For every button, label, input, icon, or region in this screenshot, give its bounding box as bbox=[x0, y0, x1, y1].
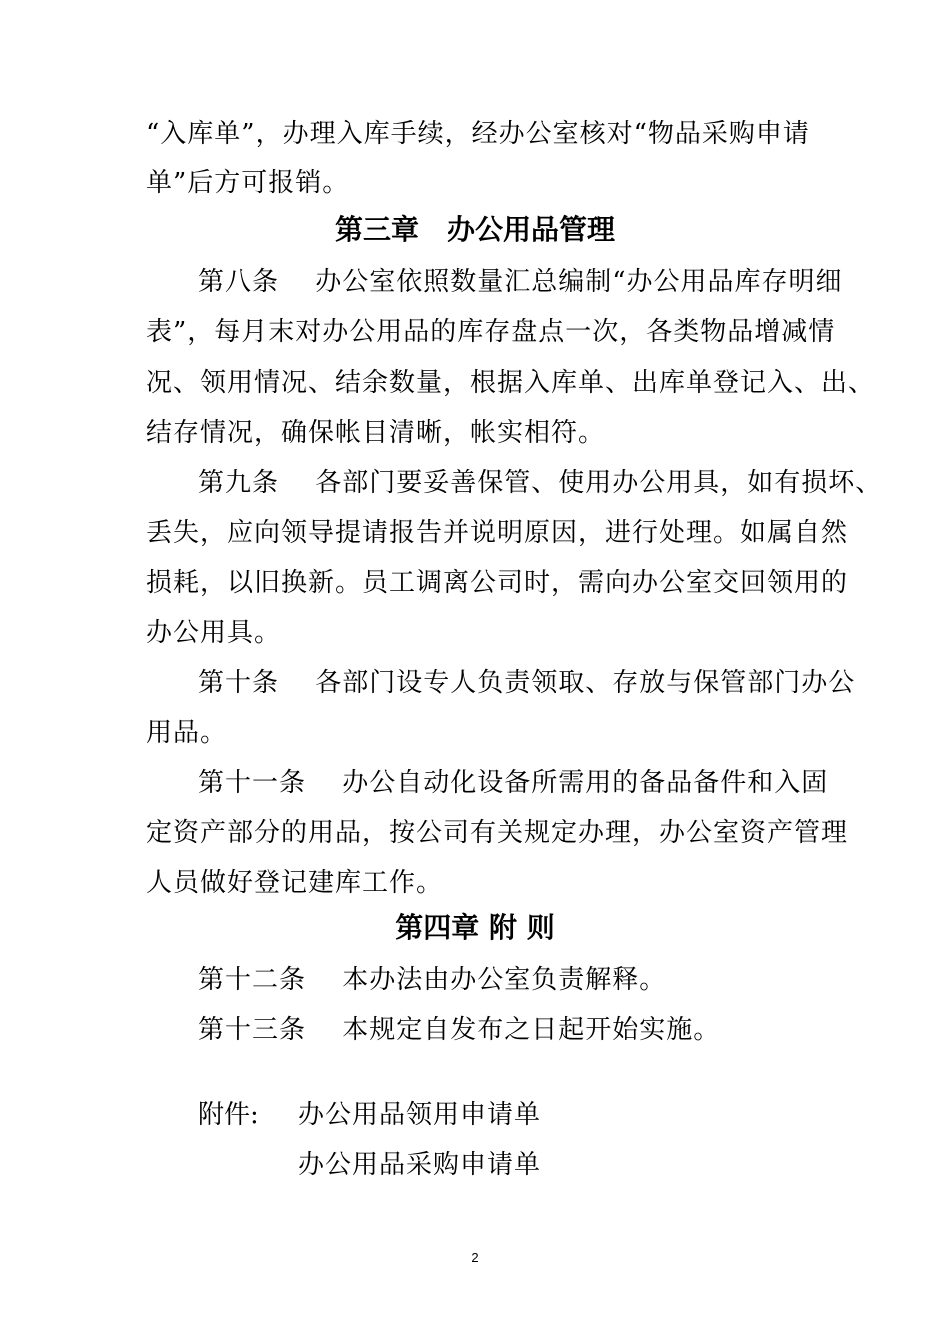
article-11-line-3: 人员做好登记建库工作。 bbox=[146, 868, 444, 898]
article-9-line-3: 损耗，以旧换新。员工调离公司时，需向办公室交回领用的 bbox=[146, 568, 849, 598]
article-8-line-4: 结存情况，确保帐目清晰，帐实相符。 bbox=[146, 418, 606, 448]
article-13: 第十三条 本规定自发布之日起开始实施。 bbox=[198, 1015, 721, 1045]
article-8-line-3: 况、领用情况、结余数量，根据入库单、出库单登记入、出、 bbox=[146, 368, 876, 398]
chapter-3-heading: 第三章 办公用品管理 bbox=[334, 213, 615, 246]
article-10-line-1: 第十条 各部门设专人负责领取、存放与保管部门办公 bbox=[198, 668, 856, 698]
attachment-item-1: 办公用品领用申请单 bbox=[298, 1100, 542, 1130]
page-number: 2 bbox=[471, 1250, 479, 1265]
article-9-line-2: 丢失，应向领导提请报告并说明原因，进行处理。如属自然 bbox=[146, 518, 849, 548]
article-9-line-4: 办公用具。 bbox=[146, 618, 282, 648]
article-11-line-2: 定资产部分的用品，按公司有关规定办理，办公室资产管理 bbox=[146, 818, 849, 848]
article-12: 第十二条 本办法由办公室负责解释。 bbox=[198, 965, 667, 995]
article-9-line-1: 第九条 各部门要妥善保管、使用办公用具，如有损坏、 bbox=[198, 468, 883, 498]
article-8-line-1: 第八条 办公室依照数量汇总编制“办公用品库存明细 bbox=[198, 267, 843, 297]
chapter-4-heading: 第四章 附 则 bbox=[395, 911, 555, 944]
intro-line-1: “入库单”，办理入库手续，经办公室核对“物品采购申请 bbox=[146, 119, 810, 149]
intro-line-2: 单”后方可报销。 bbox=[146, 168, 350, 198]
attachment-item-2: 办公用品采购申请单 bbox=[298, 1150, 542, 1180]
article-10-line-2: 用品。 bbox=[146, 718, 228, 748]
article-8-line-2: 表”，每月末对办公用品的库存盘点一次，各类物品增减情 bbox=[146, 317, 836, 347]
attachment-label: 附件: bbox=[198, 1100, 259, 1130]
article-11-line-1: 第十一条 办公自动化设备所需用的备品备件和入固 bbox=[198, 768, 829, 798]
